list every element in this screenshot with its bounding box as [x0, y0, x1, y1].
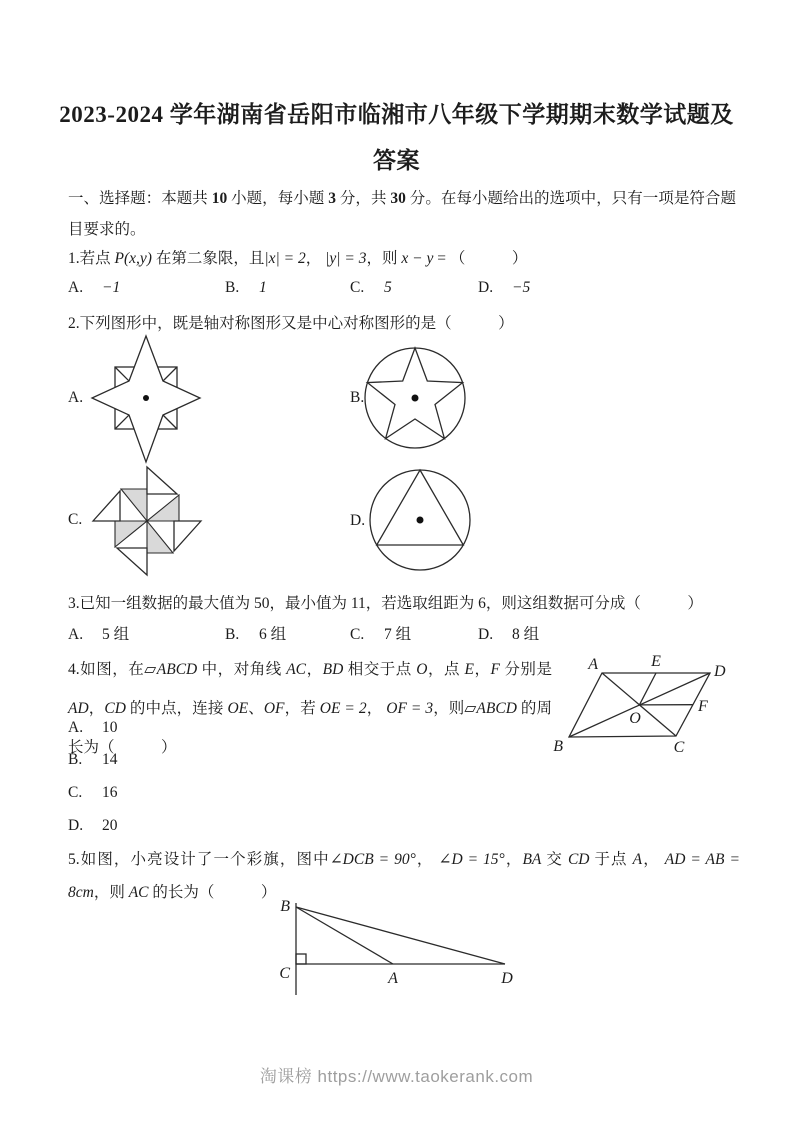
question-1-option-d: D. −5	[478, 279, 531, 296]
question-4-option-d: D. 20	[68, 817, 118, 834]
question-4-option-b: B. 14	[68, 751, 118, 768]
pinwheel-white-blade	[147, 467, 177, 494]
vertex-label-d: D	[501, 970, 513, 987]
question-4-option-c: C. 16	[68, 784, 118, 801]
point-label-a: A	[388, 970, 398, 987]
pinwheel-gray-blade	[147, 521, 173, 553]
pinwheel-gray-blade	[147, 495, 179, 521]
question-4-option-a: A. 10	[68, 719, 118, 736]
question-1-option-a: A. −1	[68, 279, 121, 296]
segment-bd	[296, 907, 505, 964]
vertex-label-b: B	[553, 738, 563, 755]
center-dot	[417, 517, 424, 524]
figure-parallelogram	[543, 648, 793, 773]
vertex-label-b: B	[280, 898, 290, 915]
pinwheel-gray-blade	[121, 489, 147, 521]
vertex-label-c: C	[279, 965, 290, 982]
vertex-label-c: C	[673, 739, 685, 756]
figure-pinwheel-icon	[87, 461, 207, 581]
pinwheel-white-blade	[174, 521, 201, 551]
figure-flag-triangle	[262, 893, 552, 1013]
question-2-figure-d-label: D.	[350, 512, 366, 529]
inscribed-triangle	[377, 470, 464, 545]
question-5-stem: 5.如图，小亮设计了一个彩旗，图中∠DCB = 90°， ∠D = 15°，BA 交 CD 于点 A， AD = AB = 8cm，则 AC 的长为（ ）	[68, 851, 740, 901]
figure-star-square-icon	[86, 332, 206, 464]
vertex-label-d: D	[714, 663, 726, 680]
question-2-figure-b-label: B.	[350, 389, 365, 406]
question-1-option-b: B. 1	[225, 279, 267, 296]
point-label-o: O	[629, 710, 641, 727]
figure-triangle-circle-icon	[365, 465, 475, 575]
footer-watermark[interactable]: 淘课榜 https://www.taokerank.com	[259, 1067, 534, 1086]
figure-star-circle-icon	[360, 343, 470, 453]
question-3-option-b: B. 6 组	[225, 626, 287, 643]
vertex-label-a: A	[588, 656, 598, 673]
question-1-option-c: C. 5	[350, 279, 392, 296]
segment-ba	[296, 907, 393, 964]
segment-oe	[639, 673, 656, 705]
point-label-e: E	[651, 653, 661, 670]
question-3-stem: 3.已知一组数据的最大值为 50，最小值为 11，若选取组距为 6，则这组数据可分成（ ）	[68, 595, 703, 612]
question-3-option-d: D. 8 组	[478, 626, 540, 643]
question-1-stem: 1.若点 P(x,y) 在第二象限，且|x| = 2， |y| = 3，则 x − y = （ ）	[68, 250, 528, 267]
right-angle-mark	[296, 954, 306, 964]
section-heading: 一、选择题：本题共 10 小题，每小题 3 分，共 30 分。在每小题给出的选项中，只有一项是符合题目要求的。	[68, 190, 736, 238]
question-2-figure-a-label: A.	[68, 389, 84, 406]
question-2-stem: 2.下列图形中，既是轴对称图形又是中心对称图形的是（ ）	[68, 315, 514, 332]
question-3-option-c: C. 7 组	[350, 626, 412, 643]
pinwheel-white-blade	[93, 491, 120, 521]
question-4-stem: 4.如图，在▱ABCD 中，对角线 AC，BD 相交于点 O，点 E，F 分别是 AD，CD 的中点，连接 OE、OF，若 OE = 2， OF = 3，则▱ABCD 的周长为（ ）	[68, 661, 552, 756]
pinwheel-white-blade	[117, 548, 147, 575]
pinwheel-gray-blade	[115, 521, 147, 547]
center-dot	[143, 395, 149, 401]
question-3-option-a: A. 5 组	[68, 626, 130, 643]
question-2-figure-c-label: C.	[68, 511, 83, 528]
point-label-f: F	[698, 698, 708, 715]
page-title: 2023-2024 学年湖南省岳阳市临湘市八年级下学期期末数学试题及答案	[59, 102, 734, 173]
center-dot	[412, 395, 419, 402]
